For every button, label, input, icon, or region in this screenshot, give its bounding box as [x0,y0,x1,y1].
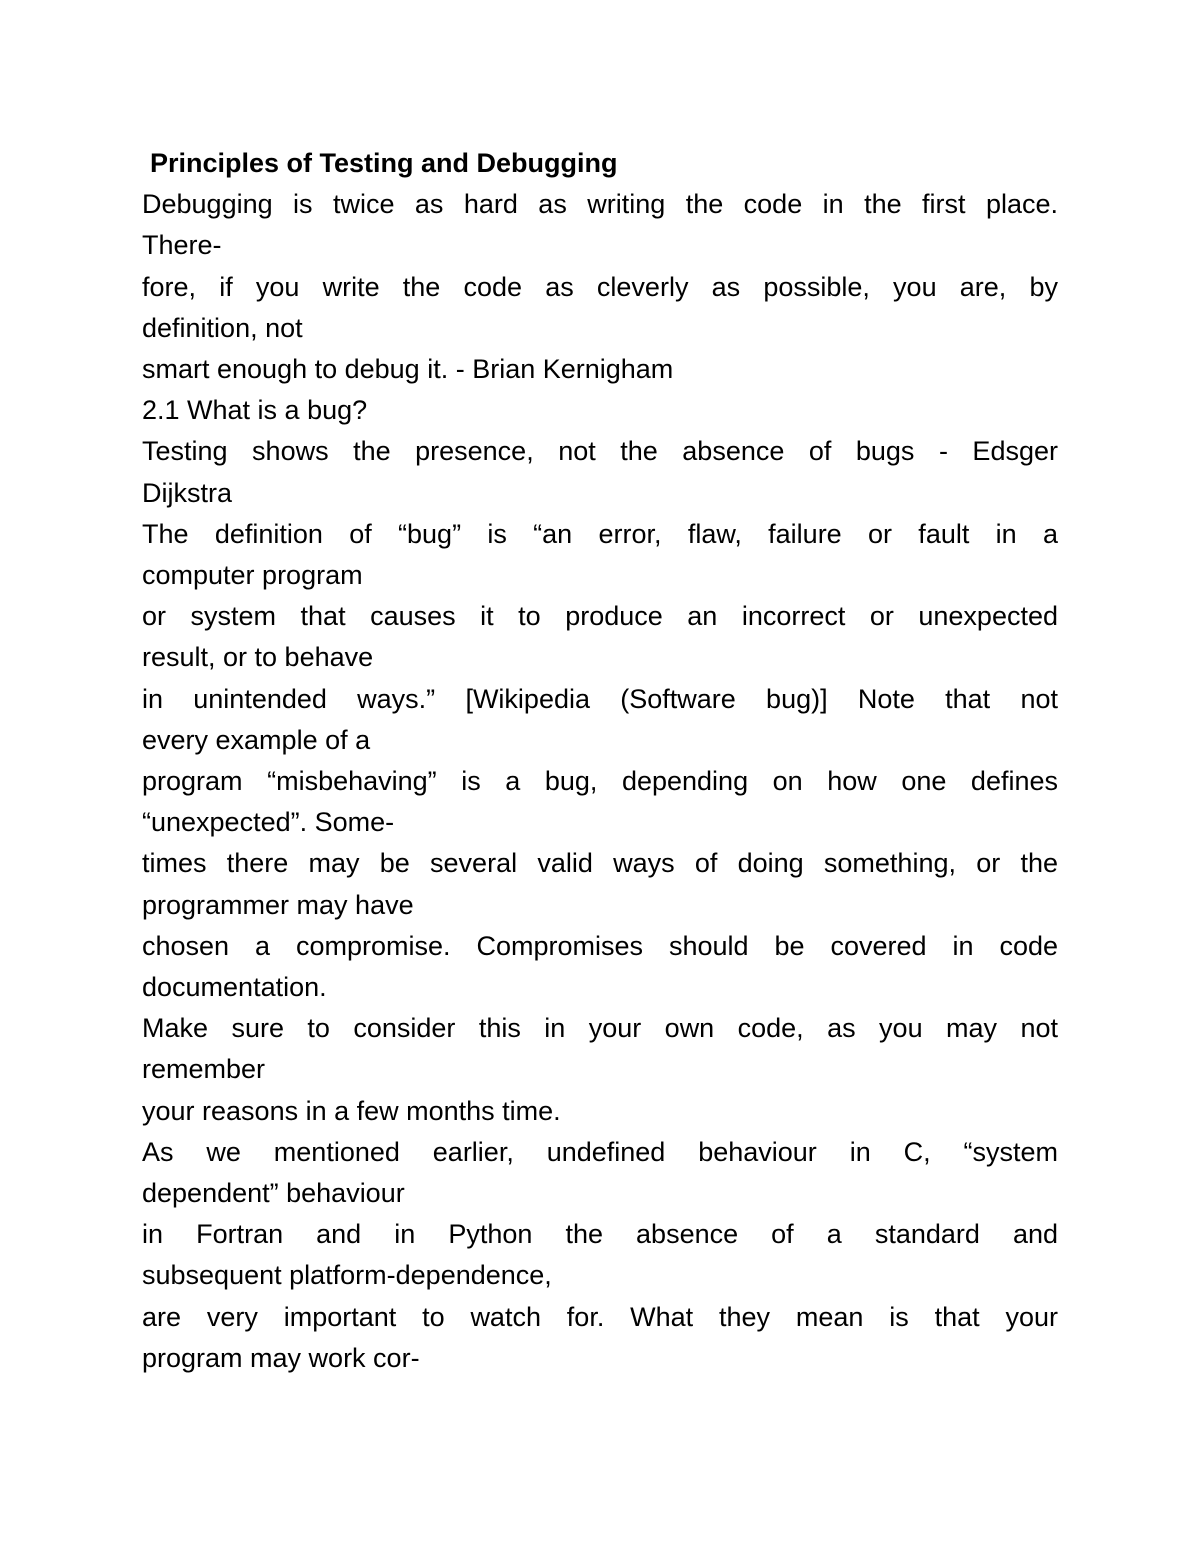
text-line: smart enough to debug it. - Brian Kernigham [142,354,674,385]
text-line: The definition of “bug” is “an error, flaw, failure or fault in a [142,518,1058,549]
document-title: Principles of Testing and Debugging [150,148,618,178]
text-line: Make sure to consider this in your own code, as you may not [142,1013,1058,1044]
text-line: every example of a [142,724,371,755]
text-line: Debugging is twice as hard as writing the code in the first place. [142,189,1058,220]
text-line: program “misbehaving” is a bug, depending on how one defines [142,766,1058,797]
text-line: your reasons in a few months time. [142,1095,561,1126]
text-line: Testing shows the presence, not the absence of bugs - Edsger [142,436,1058,467]
text-line: documentation. [142,972,327,1003]
text-line: or system that causes it to produce an incorrect or unexpected [142,601,1058,632]
text-line: dependent” behaviour [142,1178,405,1209]
text-line: 2.1 What is a bug? [142,395,368,426]
text-line: “unexpected”. Some- [142,807,395,838]
text-line: definition, not [142,312,303,343]
text-line: are very important to watch for. What they mean is that your [142,1301,1058,1332]
text-line: remember [142,1054,266,1085]
text-line: times there may be several valid ways of doing something, or the [142,848,1058,879]
text-line: in Fortran and in Python the absence of a standard and [142,1219,1058,1250]
text-line: Dijkstra [142,477,233,508]
text-line: programmer may have [142,889,414,920]
document-page [142,143,1058,1379]
text-line: As we mentioned earlier, undefined behaviour in C, “system [142,1136,1058,1167]
text-line: result, or to behave [142,642,374,673]
text-line: program may work cor- [142,1342,420,1373]
text-line: chosen a compromise. Compromises should be covered in code [142,930,1058,961]
document-body [142,184,1058,1379]
text-line: subsequent platform-dependence, [142,1260,552,1291]
text-line: fore, if you write the code as cleverly as possible, you are, by [142,271,1058,302]
text-line: There- [142,230,222,261]
text-line: in unintended ways.” [Wikipedia (Software bug)] Note that not [142,683,1058,714]
text-line: computer program [142,560,363,591]
